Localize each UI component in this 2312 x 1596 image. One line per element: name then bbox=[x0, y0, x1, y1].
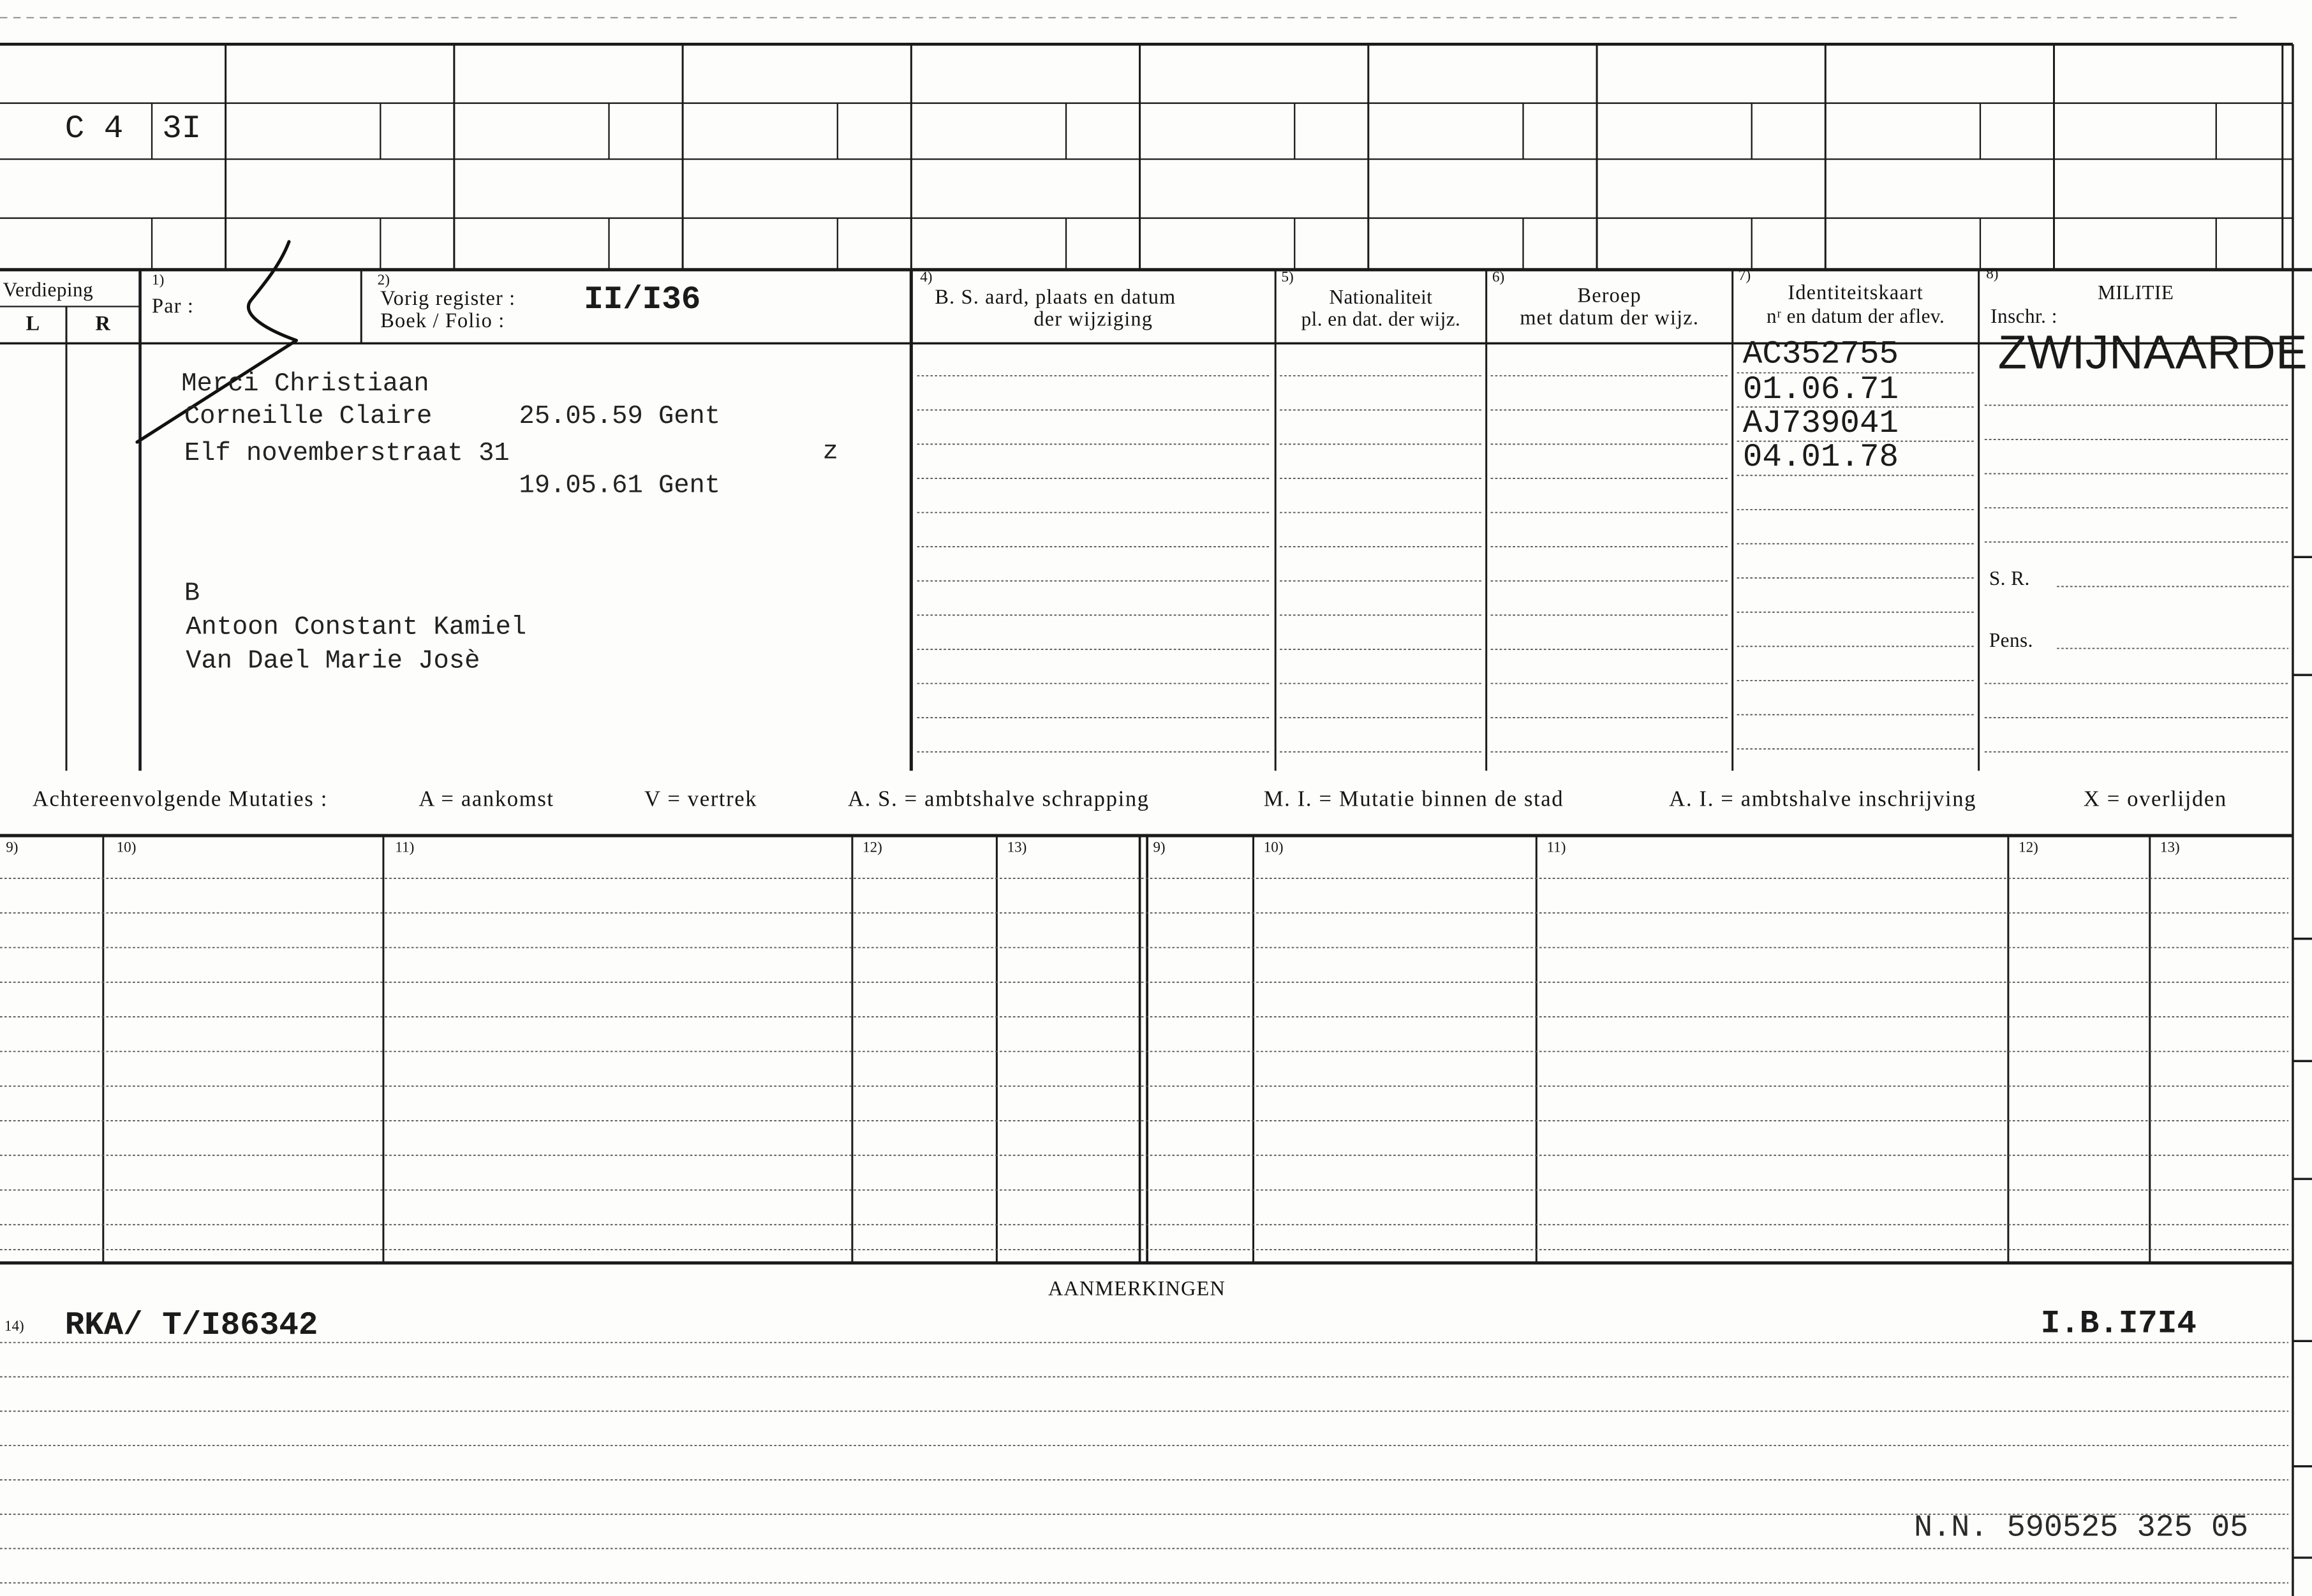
mutation-column-number: 12) bbox=[863, 839, 882, 857]
top-grid-number: 3I bbox=[162, 110, 202, 148]
typed-letter: B bbox=[184, 579, 200, 609]
militia-stamp bbox=[1982, 324, 2309, 380]
verdieping-label: Verdieping bbox=[3, 278, 94, 301]
typed-date-1: 25.05.59 Gent bbox=[519, 402, 721, 432]
mutation-column-number: 11) bbox=[1546, 839, 1566, 857]
id-card-entry: AJ739041 bbox=[1742, 405, 1899, 443]
remarks-title: AANMERKINGEN bbox=[1048, 1279, 1226, 1301]
mutation-column-number: 9) bbox=[1153, 839, 1166, 857]
id-card-entry: 04.01.78 bbox=[1742, 439, 1899, 477]
par-label: Par : bbox=[152, 296, 195, 319]
mutation-code: M. I. = Mutatie binnen de stad bbox=[1263, 788, 1564, 812]
mutation-code: A = aankomst bbox=[419, 788, 554, 812]
profession-header-line2: met datum der wijz. bbox=[1520, 307, 1700, 330]
militia-inschr-label: Inschr. : bbox=[1990, 305, 2057, 327]
mutation-column-number: 10) bbox=[116, 839, 137, 857]
mutation-column-number: 10) bbox=[1263, 839, 1284, 857]
nationality-number: 5) bbox=[1281, 269, 1294, 286]
register-value: II/I36 bbox=[584, 281, 701, 319]
id-card-entry: 01.06.71 bbox=[1742, 371, 1899, 408]
typed-name-4: Van Dael Marie Josè bbox=[186, 647, 480, 677]
id-card-number: 7) bbox=[1738, 268, 1751, 284]
bs-header-line1: B. S. aard, plaats en datum bbox=[935, 287, 1176, 310]
typed-mark: z bbox=[822, 438, 838, 468]
profession-header-line1: Beroep bbox=[1577, 286, 1641, 308]
typed-date-2: 19.05.61 Gent bbox=[519, 471, 721, 501]
bs-number: 4) bbox=[920, 269, 933, 286]
mutation-code: A. I. = ambtshalve inschrijving bbox=[1669, 788, 1977, 812]
nationality-header-line2: pl. en dat. der wijz. bbox=[1301, 307, 1461, 330]
id-card-header-line2: nʳ en datum der aflev. bbox=[1767, 305, 1945, 327]
id-card-entry: AC352755 bbox=[1742, 336, 1899, 373]
mutation-code: V = vertrek bbox=[644, 788, 758, 812]
militia-number: 8) bbox=[1986, 267, 1999, 283]
remarks-entry: RKA/ T/I86342 bbox=[64, 1307, 318, 1344]
mutation-column-number: 12) bbox=[2019, 839, 2038, 857]
mutations-legend-title: Achtereenvolgende Mutaties : bbox=[32, 788, 328, 812]
national-number: N.N. 590525 325 05 bbox=[1913, 1512, 2249, 1546]
typed-name-3: Antoon Constant Kamiel bbox=[186, 613, 527, 643]
remarks-reference: I.B.I7I4 bbox=[2040, 1305, 2197, 1343]
profession-number: 6) bbox=[1492, 269, 1505, 286]
militia-sr-label: S. R. bbox=[1989, 567, 2030, 590]
mutation-column-number: 13) bbox=[2160, 839, 2180, 857]
typed-name-1: Merci Christiaan bbox=[181, 369, 429, 400]
mutation-code: A. S. = ambtshalve schrapping bbox=[847, 788, 1150, 812]
militia-title: MILITIE bbox=[2098, 281, 2174, 304]
remarks-number: 14) bbox=[4, 1319, 24, 1336]
par-number: 1) bbox=[152, 272, 165, 289]
mutation-column-number: 9) bbox=[6, 839, 19, 857]
register-number: 2) bbox=[377, 272, 390, 289]
typed-name-2: Corneille Claire bbox=[184, 402, 433, 432]
bs-header-line2: der wijziging bbox=[1034, 309, 1153, 332]
nationality-header-line1: Nationaliteit bbox=[1329, 286, 1433, 308]
mutation-column-number: 11) bbox=[395, 839, 415, 857]
militia-stamp-text: ZWIJNAARDE bbox=[1997, 325, 2308, 379]
verdieping-r-label: R bbox=[95, 314, 112, 336]
register-label: Vorig register : bbox=[380, 288, 516, 311]
id-card-header-line1: Identiteitskaart bbox=[1788, 283, 1923, 306]
top-grid-code: C 4 bbox=[64, 110, 124, 148]
mutation-code: X = overlijden bbox=[2083, 788, 2227, 812]
typed-address: Elf novemberstraat 31 bbox=[184, 439, 510, 469]
verdieping-l-label: L bbox=[26, 314, 41, 336]
folio-label: Boek / Folio : bbox=[380, 311, 505, 334]
militia-pens-label: Pens. bbox=[1989, 629, 2033, 652]
mutation-column-number: 13) bbox=[1007, 839, 1027, 857]
